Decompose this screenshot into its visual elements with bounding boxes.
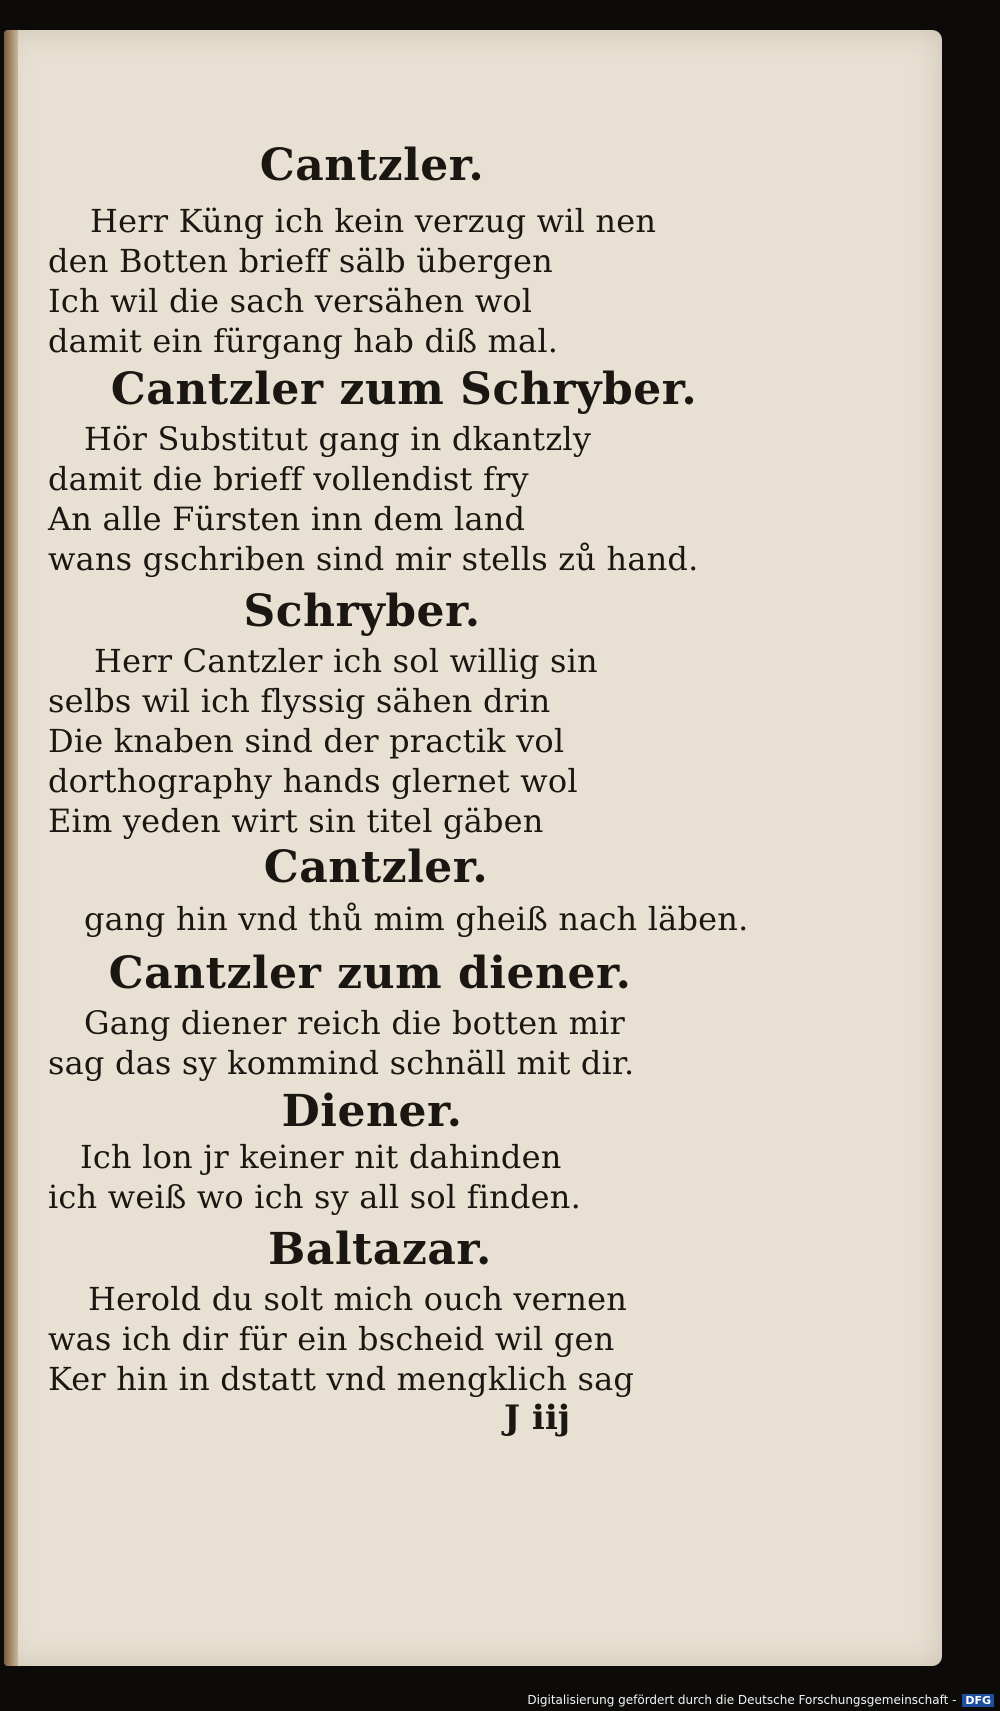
verse-line: Herr Cantzler ich sol willig sin	[94, 642, 598, 680]
speaker-heading: Schryber.	[243, 586, 481, 637]
verse-line: Ker hin in dstatt vnd mengklich sag	[48, 1360, 635, 1398]
signature-mark: J iij	[504, 1398, 571, 1438]
verse-line: An alle Fürsten inn dem land	[48, 500, 526, 538]
speaker-heading: Cantzler.	[263, 842, 489, 893]
verse-line: selbs wil ich flyssig sähen drin	[48, 682, 551, 720]
speaker-heading: Cantzler zum diener.	[108, 948, 632, 999]
digitization-credit	[527, 1693, 994, 1707]
verse-line: gang hin vnd thů mim gheiß nach läben.	[84, 900, 749, 938]
dfg-logo-icon: DFG	[962, 1694, 994, 1707]
verse-line: Hör Substitut gang in dkantzly	[84, 420, 592, 458]
verse-line: ich weiß wo ich sy all sol finden.	[48, 1178, 581, 1216]
verse-line: wans gschriben sind mir stells zů hand.	[48, 540, 699, 578]
verse-line: Herold du solt mich ouch vernen	[88, 1280, 628, 1318]
credit-text: Digitalisierung gefördert durch die Deutsche Forschungsgemeinschaft -	[527, 1693, 957, 1707]
verse-line: Ich wil die sach versähen wol	[48, 282, 533, 320]
verse-line: Die knaben sind der practik vol	[48, 722, 565, 760]
page-text	[4, 30, 942, 1666]
verse-line: sag das sy kommind schnäll mit dir.	[48, 1044, 635, 1082]
verse-line: damit ein fürgang hab diß mal.	[48, 322, 559, 360]
book-page	[4, 30, 942, 1666]
verse-line: was ich dir für ein bscheid wil gen	[48, 1320, 615, 1358]
speaker-heading: Baltazar.	[268, 1224, 492, 1275]
verse-line: Herr Küng ich kein verzug wil nen	[90, 202, 657, 240]
verse-line: damit die brieff vollendist fry	[48, 460, 529, 498]
verse-line: Gang diener reich die botten mir	[84, 1004, 626, 1042]
verse-line: Eim yeden wirt sin titel gäben	[48, 802, 544, 840]
verse-line: dorthography hands glernet wol	[48, 762, 578, 800]
verse-line: den Botten brieff sälb übergen	[48, 242, 553, 280]
speaker-heading: Cantzler zum Schryber.	[110, 364, 698, 415]
speaker-heading: Diener.	[281, 1086, 463, 1137]
verse-line: Ich lon jr keiner nit dahinden	[80, 1138, 562, 1176]
speaker-heading: Cantzler.	[259, 140, 485, 191]
